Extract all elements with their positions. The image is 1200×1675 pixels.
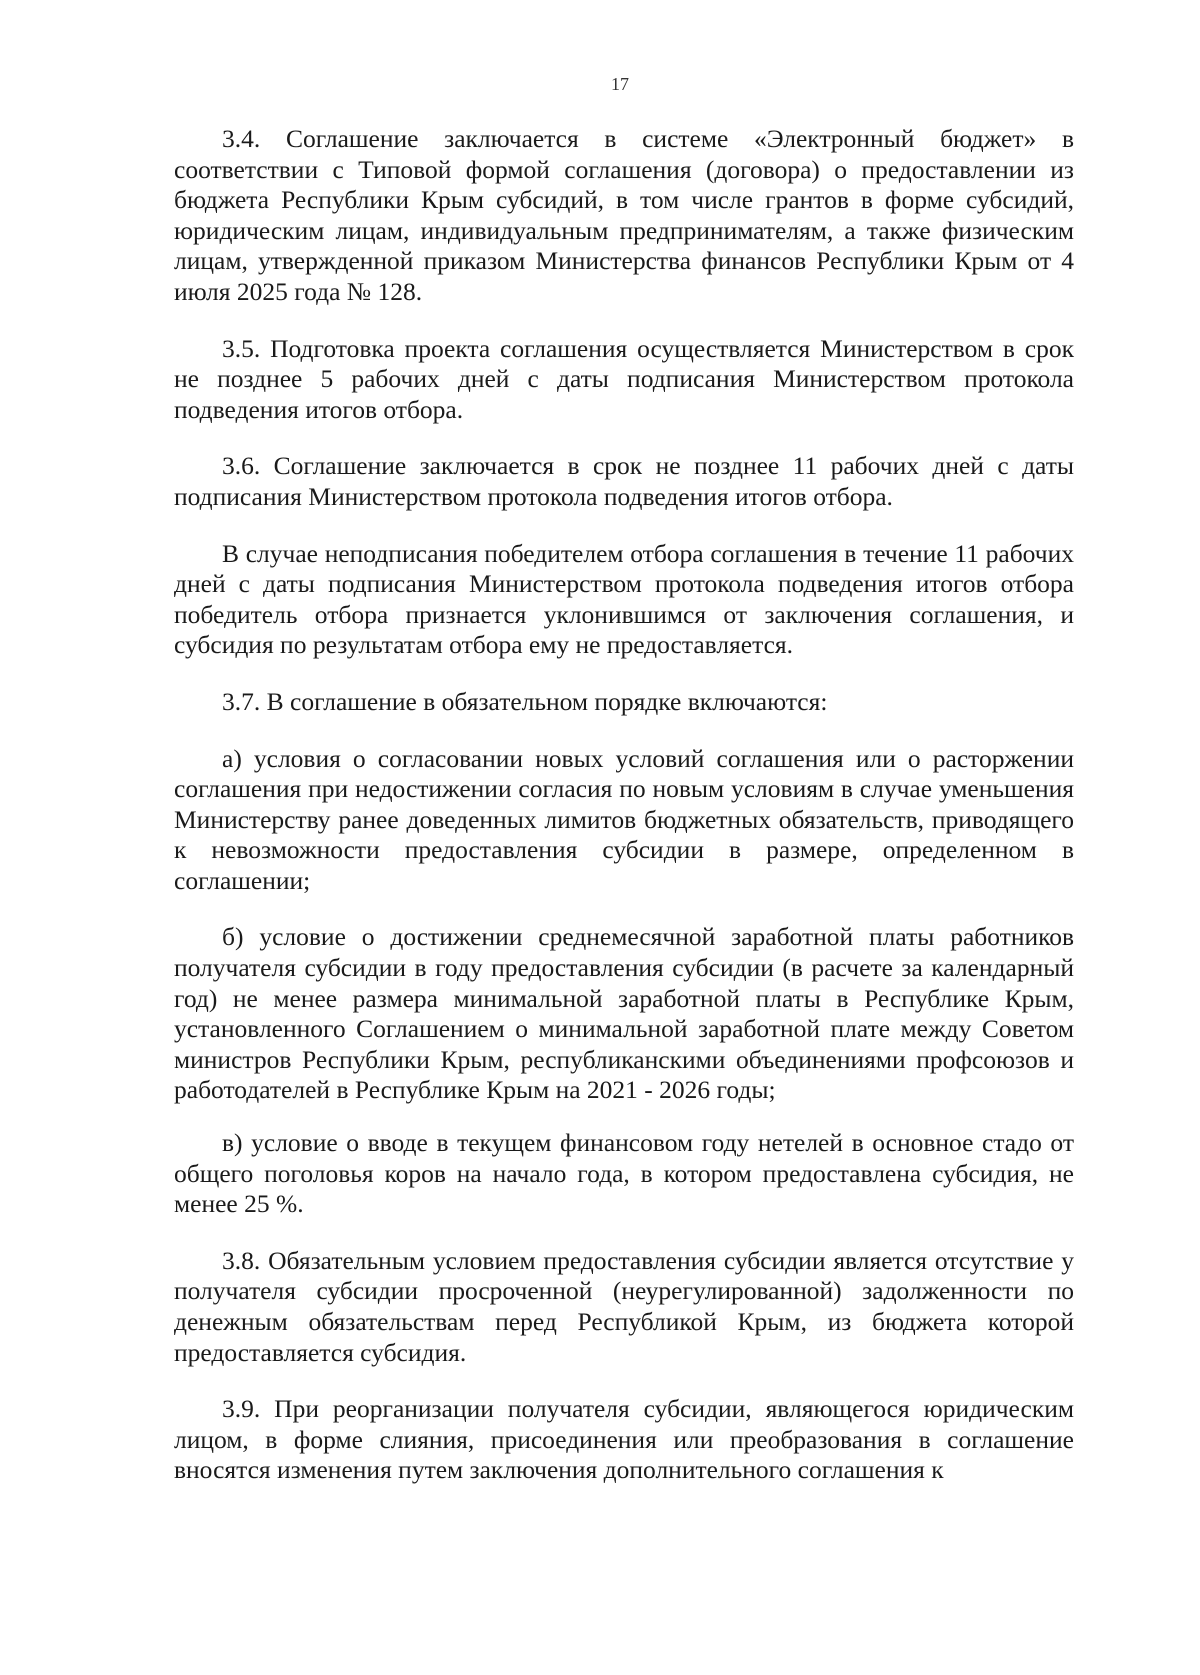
paragraph-3-7: 3.7. В соглашение в обязательном порядке включаются:: [222, 686, 828, 716]
paragraph-item-b: б) условие о достижении среднемесячной заработной платы работников получателя субсидии в году предоставления субсидии (в расчете за календарный год) не менее размера минимальной заработной платы в Республике Крым, установленного Соглашением о минимальной заработной плате между Советом министров Республики Крым, республиканскими объединениями профсоюзов и работодателей в Республике Крым на 2021 - 2026 годы;: [174, 922, 1074, 1105]
paragraph-item-v: в) условие о вводе в текущем финансовом году нетелей в основное стадо от общего поголовья коров на начало года, в котором предоставлена субсидия, не менее 25 %.: [174, 1128, 1074, 1219]
page-number: 17: [611, 74, 629, 94]
paragraph-3-6: 3.6. Соглашение заключается в срок не позднее 11 рабочих дней с даты подписания Министерством протокола подведения итогов отбора.: [174, 451, 1074, 511]
paragraph-non-signing: В случае неподписания победителем отбора соглашения в течение 11 рабочих дней с даты подписания Министерством протокола подведения итогов отбора победитель отбора признается уклонившимся от заключения соглашения, и субсидия по результатам отбора ему не предоставляется.: [174, 538, 1074, 660]
paragraph-3-8: 3.8. Обязательным условием предоставления субсидии является отсутствие у получателя субсидии просроченной (неурегулированной) задолженности по денежным обязательствам перед Республикой Крым, из бюджета которой предоставляется субсидия.: [174, 1245, 1074, 1367]
paragraph-3-9: 3.9. При реорганизации получателя субсидии, являющегося юридическим лицом, в форме слияния, присоединения или преобразования в соглашение вносятся изменения путем заключения дополнительного соглашения к: [174, 1394, 1074, 1485]
paragraph-3-5: 3.5. Подготовка проекта соглашения осуществляется Министерством в срок не позднее 5 рабочих дней с даты подписания Министерством протокола подведения итогов отбора.: [174, 333, 1074, 424]
paragraph-item-a: а) условия о согласовании новых условий соглашения или о расторжении соглашения при недостижении согласия по новым условиям в случае уменьшения Министерству ранее доведенных лимитов бюджетных обязательств, приводящего к невозможности предоставления субсидии в размере, определенном в соглашении;: [174, 743, 1074, 895]
document-body: [174, 124, 1074, 1486]
paragraph-3-4: 3.4. Соглашение заключается в системе «Электронный бюджет» в соответствии с Типовой формой соглашения (договора) о предоставлении из бюджета Республики Крым субсидий, в том числе грантов в форме субсидий, юридическим лицам, индивидуальным предпринимателям, а также физическим лицам, утвержденной приказом Министерства финансов Республики Крым от 4 июля 2025 года № 128.: [174, 124, 1074, 306]
